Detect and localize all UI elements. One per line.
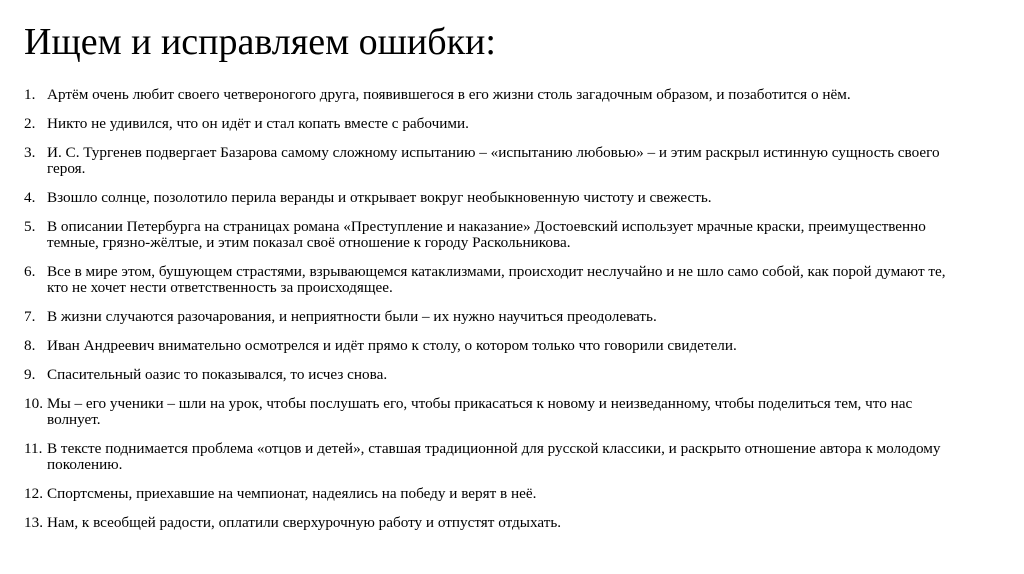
list-item-text: Иван Андреевич внимательно осмотрелся и идёт прямо к столу, о котором только что говорили свидетели.: [47, 337, 737, 354]
list-item-text: Артём очень любит своего четвероногого друга, появившегося в его жизни столь загадочным образом, и позаботится о нём.: [47, 86, 851, 103]
list-item: [24, 486, 964, 502]
list-item: [24, 87, 964, 103]
list-item: [24, 190, 964, 206]
list-item-number: 13.: [24, 514, 43, 531]
list-item-text: Взошло солнце, позолотило перила веранды и открывает вокруг необыкновенную чистоту и свежесть.: [47, 189, 712, 206]
list-item-number: 6.: [24, 263, 36, 280]
list-item-number: 4.: [24, 189, 36, 206]
list-item: [24, 116, 964, 132]
list-item-number: 3.: [24, 144, 36, 161]
list-item-text: Спортсмены, приехавшие на чемпионат, надеялись на победу и верят в неё.: [47, 485, 537, 502]
list-item-number: 7.: [24, 308, 36, 325]
list-item-number: 2.: [24, 115, 36, 132]
list-item-text: Спасительный оазис то показывался, то исчез снова.: [47, 366, 388, 383]
list-item-text: Нам, к всеобщей радости, оплатили сверхурочную работу и отпустят отдыхать.: [47, 514, 562, 531]
list-item: [24, 264, 964, 296]
list-item-number: 1.: [24, 86, 36, 103]
list-item-number: 11.: [24, 440, 43, 457]
list-item: [24, 367, 964, 383]
list-item-text: В тексте поднимается проблема «отцов и детей», ставшая традиционной для русской классики, и раскрыто отношение автора к молодому поколению.: [47, 440, 941, 473]
list-item-text: В описании Петербурга на страницах романа «Преступление и наказание» Достоевский использует мрачные краски, преимущественно темные, грязно-жёлтые, и этим показал своё отношение к городу Раскольникова.: [47, 218, 926, 251]
list-item: [24, 515, 964, 531]
list-item-number: 10.: [24, 395, 43, 412]
list-item-text: В жизни случаются разочарования, и неприятности были – их нужно научиться преодолевать.: [47, 308, 657, 325]
page-title: Ищем и исправляем ошибки:: [24, 21, 496, 63]
list-item-number: 12.: [24, 485, 43, 502]
list-item: [24, 145, 964, 177]
list-item: [24, 441, 964, 473]
list-item-text: И. С. Тургенев подвергает Базарова самому сложному испытанию – «испытанию любовью» – и этим раскрыл истинную сущность своего героя.: [47, 144, 940, 177]
list-item-text: Никто не удивился, что он идёт и стал копать вместе с рабочими.: [47, 115, 469, 132]
list-item-text: Все в мире этом, бушующем страстями, взрывающемся катаклизмами, происходит неслучайно и не шло само собой, как порой думают те, кто не хочет нести ответственность за происходящее.: [47, 263, 946, 296]
list-item-number: 9.: [24, 366, 36, 383]
list-item: [24, 396, 964, 428]
list-item-number: 5.: [24, 218, 36, 235]
list-item: [24, 219, 964, 251]
list-item: [24, 309, 964, 325]
list-item-number: 8.: [24, 337, 36, 354]
list-item: [24, 338, 964, 354]
sentence-list: [24, 87, 964, 544]
list-item-text: Мы – его ученики – шли на урок, чтобы послушать его, чтобы прикасаться к новому и неизведанному, чтобы поделиться тем, что нас волнует.: [47, 395, 913, 428]
